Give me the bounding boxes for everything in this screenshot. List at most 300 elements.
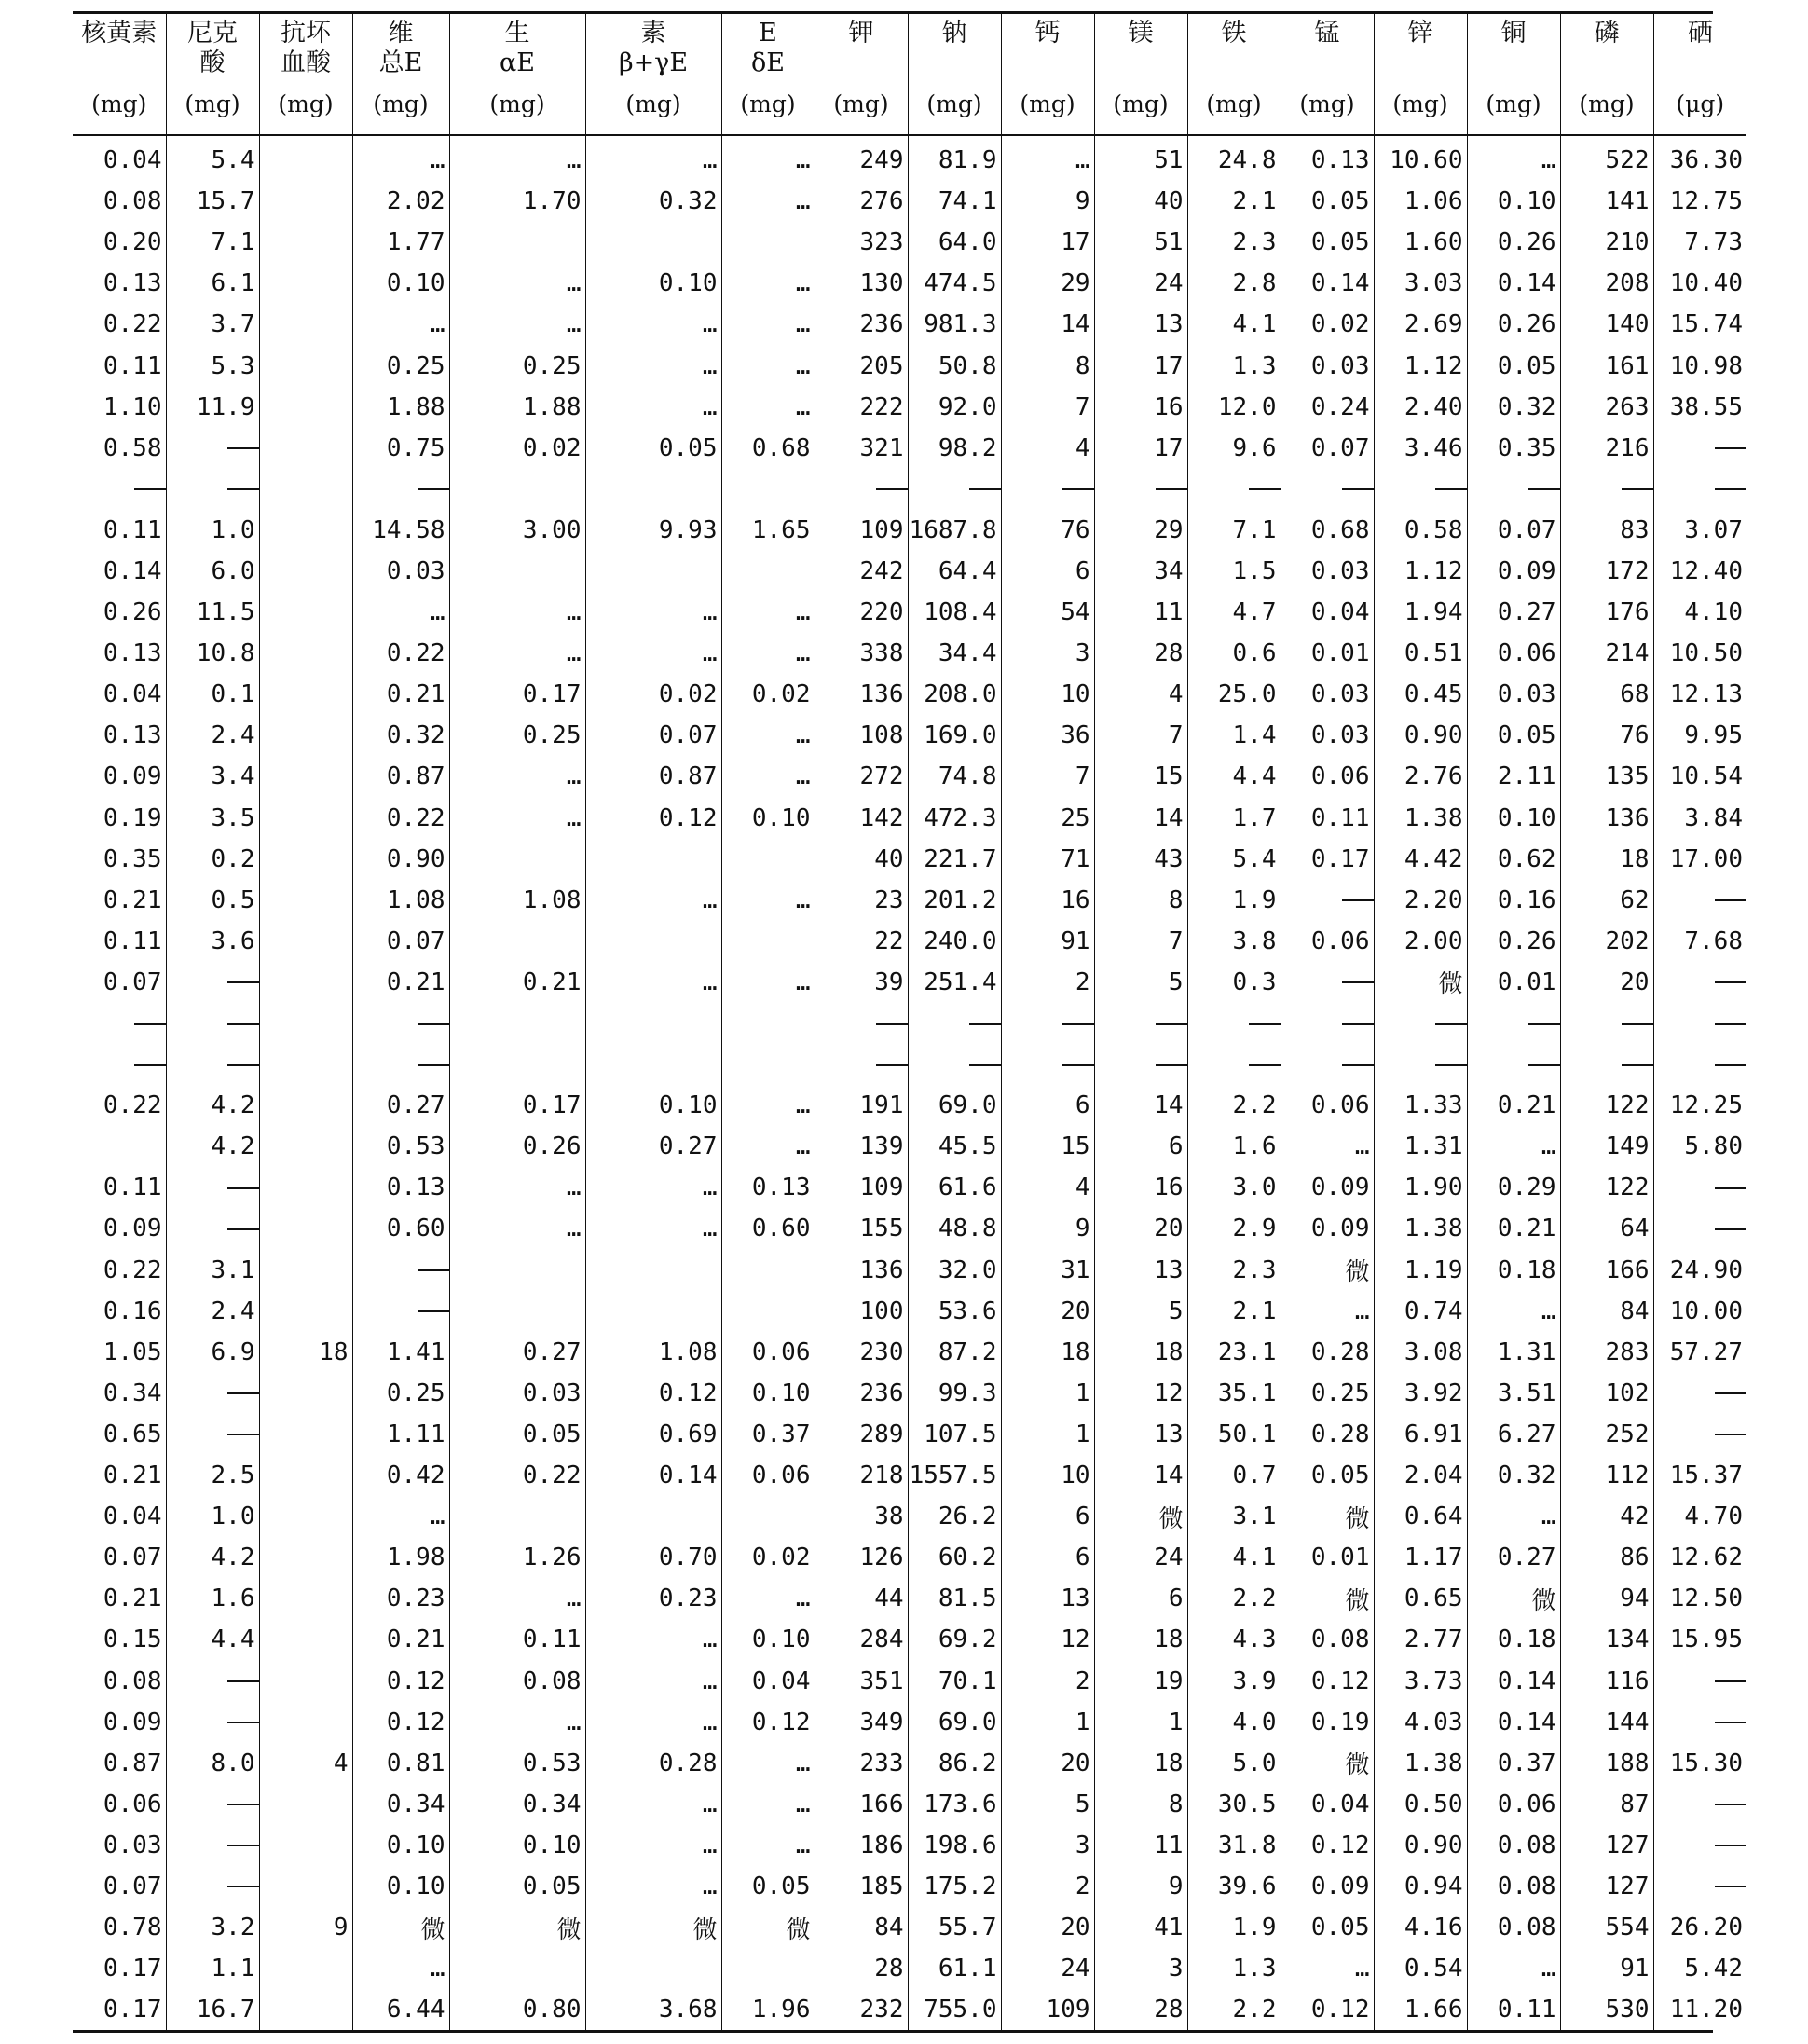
table-cell: 1.19 — [1374, 1250, 1467, 1291]
table-row — [73, 387, 1746, 428]
table-cell: 1.08 — [449, 880, 585, 921]
table-cell: 0.90 — [352, 839, 449, 880]
table-cell: 3.1 — [1187, 1496, 1281, 1537]
table-cell: 69.2 — [908, 1619, 1001, 1660]
table-cell: 109 — [1001, 1989, 1094, 2030]
table-row — [73, 756, 1746, 797]
table-cell: 0.10 — [352, 1825, 449, 1866]
table-cell: 0.32 — [352, 715, 449, 756]
table-cell: 10.60 — [1374, 135, 1467, 181]
dash-mark — [227, 1886, 259, 1887]
table-cell: 0.14 — [1467, 1702, 1560, 1743]
column-label — [1188, 49, 1281, 79]
table-cell: 2.9 — [1187, 1208, 1281, 1249]
column-header — [73, 14, 166, 135]
table-cell — [585, 1044, 721, 1085]
table-cell: 1.11 — [352, 1414, 449, 1455]
table-cell: 41 — [1094, 1907, 1187, 1948]
table-cell: 4.70 — [1684, 1502, 1743, 1531]
table-cell: 74.8 — [908, 756, 1001, 797]
table-cell: 0.45 — [1374, 674, 1467, 715]
table-cell: 5.4 — [166, 135, 259, 181]
table-row — [73, 1825, 1746, 1866]
table-cell — [166, 962, 259, 1003]
table-cell: 7 — [1001, 756, 1094, 797]
table-cell: 2.76 — [1374, 756, 1467, 797]
table-cell — [166, 1208, 259, 1249]
table-row — [73, 1044, 1746, 1085]
dash-mark — [227, 1722, 259, 1723]
table-cell: 4.1 — [1187, 304, 1281, 345]
table-cell: 2.02 — [352, 181, 449, 222]
table-cell — [449, 1003, 585, 1044]
table-cell: 1.90 — [1374, 1167, 1467, 1208]
table-cell: 0.26 — [1467, 222, 1560, 263]
table-cell: 45.5 — [908, 1126, 1001, 1167]
table-cell: … — [721, 1126, 815, 1167]
table-cell — [815, 1003, 908, 1044]
table-cell: 24.90 — [1669, 1255, 1743, 1284]
table-cell: … — [449, 798, 585, 839]
table-cell: 112 — [1560, 1455, 1653, 1496]
column-unit: (mg) — [1486, 90, 1541, 117]
column-label: 铁 — [1221, 19, 1247, 48]
table-cell: 3.08 — [1374, 1332, 1467, 1373]
column-header — [1001, 14, 1094, 135]
table-cell: 2.04 — [1374, 1455, 1467, 1496]
table-cell: 0.5 — [166, 880, 259, 921]
table-cell: 0.17 — [73, 1989, 166, 2030]
table-cell: 284 — [815, 1619, 908, 1660]
table-cell: … — [352, 135, 449, 181]
table-cell: 44 — [815, 1578, 908, 1619]
table-cell: 5.0 — [1187, 1743, 1281, 1784]
column-label: 维 — [388, 19, 414, 48]
table-cell — [1653, 880, 1746, 921]
table-cell: 522 — [1560, 135, 1653, 181]
dash-mark — [227, 1064, 259, 1066]
table-cell — [585, 921, 721, 962]
dash-mark — [418, 488, 449, 490]
column-unit: (mg) — [625, 90, 681, 117]
column-label: 总E — [378, 48, 423, 77]
table-cell: 0.04 — [1281, 1784, 1374, 1825]
table-cell: 0.65 — [73, 1414, 166, 1455]
table-cell — [259, 633, 352, 674]
column-label: αE — [500, 48, 535, 77]
table-cell: 10.50 — [1669, 639, 1743, 668]
table-cell — [259, 263, 352, 304]
table-cell: 0.26 — [1467, 921, 1560, 962]
table-cell: 3.9 — [1187, 1660, 1281, 1701]
table-cell: 22 — [815, 921, 908, 962]
table-cell — [815, 469, 908, 510]
table-cell: 276 — [815, 181, 908, 222]
table-cell: 55.7 — [908, 1907, 1001, 1948]
table-cell: 0.3 — [1187, 962, 1281, 1003]
table-cell: 0.35 — [1467, 428, 1560, 469]
dash-mark — [1715, 1886, 1746, 1887]
table-cell: 0.78 — [73, 1907, 166, 1948]
table-cell: 0.11 — [449, 1619, 585, 1660]
dash-mark — [418, 1310, 449, 1312]
column-header — [1467, 14, 1560, 135]
table-cell: 微 — [1281, 1496, 1374, 1537]
table-cell — [1374, 1003, 1467, 1044]
column-header — [352, 14, 449, 135]
table-row — [73, 1660, 1746, 1701]
table-cell: 0.23 — [352, 1578, 449, 1619]
table-cell: 微 — [1281, 1743, 1374, 1784]
table-cell — [73, 1003, 166, 1044]
table-cell: 141 — [1560, 181, 1653, 222]
column-label — [1561, 49, 1653, 79]
table-cell: 28 — [1094, 633, 1187, 674]
table-cell: 0.54 — [1374, 1948, 1467, 1989]
table-cell — [259, 1537, 352, 1578]
table-cell: 微 — [352, 1907, 449, 1948]
dash-mark — [227, 1680, 259, 1682]
table-cell: 31.8 — [1187, 1825, 1281, 1866]
table-cell: 1.60 — [1374, 222, 1467, 263]
dash-mark — [227, 981, 259, 983]
table-cell: 0.58 — [73, 428, 166, 469]
table-cell: 60.2 — [908, 1537, 1001, 1578]
table-cell: 17.00 — [1669, 844, 1743, 873]
table-cell: 4.0 — [1187, 1702, 1281, 1743]
table-cell: 349 — [815, 1702, 908, 1743]
table-cell — [721, 222, 815, 263]
table-cell: 1.6 — [166, 1578, 259, 1619]
table-cell: 3.07 — [1684, 515, 1743, 544]
table-cell: 4 — [1094, 674, 1187, 715]
table-cell: 0.12 — [1281, 1660, 1374, 1701]
table-cell: 5.42 — [1684, 1955, 1743, 1983]
table-cell: 0.08 — [1467, 1907, 1560, 1948]
table-cell — [259, 1373, 352, 1414]
table-cell: 0.22 — [449, 1455, 585, 1496]
table-cell: 9 — [259, 1907, 352, 1948]
table-cell: 0.21 — [1467, 1208, 1560, 1249]
table-cell: 40 — [1094, 181, 1187, 222]
table-cell: 0.12 — [585, 1373, 721, 1414]
table-row — [73, 1866, 1746, 1907]
table-cell: 23 — [815, 880, 908, 921]
table-cell: 0.24 — [1281, 387, 1374, 428]
table-cell: 2.4 — [166, 1291, 259, 1332]
table-cell: 0.13 — [352, 1167, 449, 1208]
table-cell: 136 — [1560, 798, 1653, 839]
table-cell: 0.11 — [73, 1167, 166, 1208]
table-row — [73, 1948, 1746, 1989]
table-cell: … — [721, 1784, 815, 1825]
table-cell: 81.9 — [908, 135, 1001, 181]
table-cell: 0.10 — [721, 1619, 815, 1660]
table-cell: 15 — [1094, 756, 1187, 797]
table-cell — [585, 1250, 721, 1291]
table-cell: 1.31 — [1467, 1332, 1560, 1373]
table-cell: 0.74 — [1374, 1291, 1467, 1332]
table-cell — [352, 1250, 449, 1291]
table-cell: 3.92 — [1374, 1373, 1467, 1414]
table-cell: 10.98 — [1669, 351, 1743, 380]
table-cell — [1374, 1044, 1467, 1085]
table-row — [73, 839, 1746, 880]
table-cell: 87.2 — [908, 1332, 1001, 1373]
table-cell: 微 — [1281, 1250, 1374, 1291]
table-cell: 20 — [1001, 1291, 1094, 1332]
table-cell: 26.20 — [1669, 1914, 1743, 1942]
table-cell — [352, 1291, 449, 1332]
table-cell: 0.21 — [1467, 1085, 1560, 1126]
table-cell: … — [585, 387, 721, 428]
table-row — [73, 345, 1746, 386]
column-header — [585, 14, 721, 135]
table-cell: 17 — [1001, 222, 1094, 263]
table-cell — [259, 1619, 352, 1660]
table-cell — [1094, 1044, 1187, 1085]
dash-mark — [1435, 488, 1467, 490]
table-cell: 43 — [1094, 839, 1187, 880]
table-cell: 0.02 — [585, 674, 721, 715]
table-cell: 0.6 — [1187, 633, 1281, 674]
column-unit: (mg) — [1206, 90, 1262, 117]
table-cell — [259, 1660, 352, 1701]
table-cell — [1001, 469, 1094, 510]
table-cell: 263 — [1560, 387, 1653, 428]
table-cell: … — [449, 756, 585, 797]
table-cell: 0.06 — [1281, 756, 1374, 797]
table-cell: … — [721, 962, 815, 1003]
column-label: 锰 — [1314, 19, 1340, 48]
table-cell: 0.12 — [585, 798, 721, 839]
table-cell: 0.01 — [1281, 1537, 1374, 1578]
column-label — [1375, 49, 1467, 79]
table-cell: 6 — [1094, 1578, 1187, 1619]
column-label: δE — [751, 48, 785, 77]
table-cell: 61.6 — [908, 1167, 1001, 1208]
table-cell: 0.08 — [73, 181, 166, 222]
table-cell: 0.11 — [73, 345, 166, 386]
table-body — [73, 135, 1746, 2030]
table-cell: 0.11 — [73, 921, 166, 962]
table-cell: 5 — [1001, 1784, 1094, 1825]
dash-mark — [227, 1392, 259, 1394]
table-cell: 0.02 — [449, 428, 585, 469]
table-row — [73, 1167, 1746, 1208]
table-cell: … — [1001, 135, 1094, 181]
table-cell: 0.08 — [449, 1660, 585, 1701]
table-cell: 31 — [1001, 1250, 1094, 1291]
table-cell: 6.1 — [166, 263, 259, 304]
table-cell: 15 — [1001, 1126, 1094, 1167]
column-header — [1374, 14, 1467, 135]
table-cell — [259, 1455, 352, 1496]
table-cell: … — [721, 756, 815, 797]
table-cell: 28 — [1094, 1989, 1187, 2030]
table-cell: 0.17 — [449, 1085, 585, 1126]
table-cell: 0.90 — [1374, 1825, 1467, 1866]
column-label: 硒 — [1687, 19, 1713, 48]
table-cell: 0.1 — [166, 674, 259, 715]
table-cell: 1557.5 — [908, 1455, 1001, 1496]
table-cell: … — [721, 263, 815, 304]
table-cell: 127 — [1560, 1866, 1653, 1907]
table-cell: 0.28 — [1281, 1332, 1374, 1373]
table-cell: 2.4 — [166, 715, 259, 756]
table-cell: 54 — [1001, 592, 1094, 633]
table-cell: 0.03 — [1281, 345, 1374, 386]
table-cell: 3 — [1001, 633, 1094, 674]
table-cell: 0.37 — [1467, 1743, 1560, 1784]
table-cell — [166, 469, 259, 510]
dash-mark — [969, 1064, 1001, 1066]
table-cell: 0.34 — [73, 1373, 166, 1414]
table-cell: 36.30 — [1669, 146, 1743, 175]
dash-mark — [1342, 981, 1374, 983]
table-cell — [259, 1784, 352, 1825]
table-cell: 472.3 — [908, 798, 1001, 839]
table-row — [73, 1291, 1746, 1332]
table-cell: … — [585, 880, 721, 921]
table-cell — [1281, 1003, 1374, 1044]
table-cell: 0.12 — [721, 1702, 815, 1743]
column-label — [1468, 49, 1560, 79]
table-cell: 3.00 — [449, 510, 585, 551]
table-cell: 1.88 — [449, 387, 585, 428]
table-cell: 0.16 — [1467, 880, 1560, 921]
table-cell: 0.22 — [73, 1085, 166, 1126]
table-cell: 0.23 — [585, 1578, 721, 1619]
table-cell: 0.10 — [585, 263, 721, 304]
table-cell: 0.25 — [449, 715, 585, 756]
table-cell: 91 — [1001, 921, 1094, 962]
table-cell — [585, 222, 721, 263]
table-cell: 0.10 — [585, 1085, 721, 1126]
table-cell: 12.62 — [1669, 1543, 1743, 1572]
table-cell: 0.07 — [352, 921, 449, 962]
column-unit: (mg) — [489, 90, 545, 117]
table-cell: 0.06 — [721, 1332, 815, 1373]
table-cell: 6.27 — [1467, 1414, 1560, 1455]
table-cell: 26.2 — [908, 1496, 1001, 1537]
dash-mark — [227, 488, 259, 490]
table-cell: 240.0 — [908, 921, 1001, 962]
table-cell — [1094, 469, 1187, 510]
table-cell: … — [721, 633, 815, 674]
table-cell: 12.25 — [1669, 1091, 1743, 1120]
table-cell: 1.08 — [352, 880, 449, 921]
column-label: 锌 — [1407, 19, 1433, 48]
table-cell: 0.12 — [1281, 1989, 1374, 2030]
table-cell: 0.08 — [1467, 1866, 1560, 1907]
table-cell — [259, 304, 352, 345]
table-cell: 0.03 — [1281, 674, 1374, 715]
table-cell — [1653, 1003, 1746, 1044]
table-cell: 0.05 — [1281, 222, 1374, 263]
table-cell: 9 — [1001, 1208, 1094, 1249]
table-cell: 198.6 — [908, 1825, 1001, 1866]
table-cell: 48.8 — [908, 1208, 1001, 1249]
table-cell: 5.80 — [1684, 1132, 1743, 1161]
table-cell: 1.66 — [1374, 1989, 1467, 2030]
table-cell: 57.27 — [1669, 1338, 1743, 1366]
dash-mark — [969, 1023, 1001, 1025]
table-cell: 173.6 — [908, 1784, 1001, 1825]
dash-mark — [1715, 1722, 1746, 1723]
table-cell: 40 — [815, 839, 908, 880]
table-cell: 1.0 — [166, 510, 259, 551]
table-cell: 0.32 — [1467, 1455, 1560, 1496]
table-cell: 69.0 — [908, 1085, 1001, 1126]
column-label: 钙 — [1034, 19, 1061, 48]
table-cell: 1.5 — [1187, 551, 1281, 592]
table-cell — [1560, 1044, 1653, 1085]
table-row — [73, 715, 1746, 756]
table-cell: … — [585, 135, 721, 181]
table-cell: 微 — [1094, 1496, 1187, 1537]
table-cell: 0.51 — [1374, 633, 1467, 674]
table-cell — [721, 469, 815, 510]
table-cell: 64.0 — [908, 222, 1001, 263]
table-cell: 15.7 — [166, 181, 259, 222]
table-cell: 0.13 — [721, 1167, 815, 1208]
table-cell: 0.05 — [1281, 1455, 1374, 1496]
table-cell: 6.91 — [1374, 1414, 1467, 1455]
table-cell: 51 — [1094, 222, 1187, 263]
table-cell: 232 — [815, 1989, 908, 2030]
table-cell: 140 — [1560, 304, 1653, 345]
table-cell: 6 — [1001, 1085, 1094, 1126]
table-cell: 4.16 — [1374, 1907, 1467, 1948]
table-cell: 554 — [1560, 1907, 1653, 1948]
table-cell: 155 — [815, 1208, 908, 1249]
dash-mark — [1715, 899, 1746, 901]
table-cell — [352, 469, 449, 510]
table-cell: 14 — [1094, 1455, 1187, 1496]
table-cell: 126 — [815, 1537, 908, 1578]
table-cell: 474.5 — [908, 263, 1001, 304]
table-cell — [1374, 469, 1467, 510]
table-cell: 16 — [1094, 387, 1187, 428]
table-cell — [1187, 1044, 1281, 1085]
table-cell: 36 — [1001, 715, 1094, 756]
dash-mark — [227, 447, 259, 449]
table-cell — [259, 674, 352, 715]
table-cell: 272 — [815, 756, 908, 797]
table-cell: 9.93 — [585, 510, 721, 551]
table-cell: 222 — [815, 387, 908, 428]
table-cell: 0.10 — [449, 1825, 585, 1866]
table-cell: 70.1 — [908, 1660, 1001, 1701]
table-cell: … — [721, 592, 815, 633]
dash-mark — [227, 1434, 259, 1435]
table-cell — [352, 1003, 449, 1044]
table-cell — [166, 1044, 259, 1085]
dash-mark — [1622, 1023, 1653, 1025]
table-cell: 7 — [1094, 715, 1187, 756]
table-cell — [259, 756, 352, 797]
table-cell: 39.6 — [1187, 1866, 1281, 1907]
table-cell: 12.75 — [1669, 187, 1743, 216]
table-cell: … — [721, 1085, 815, 1126]
table-cell: 18 — [1094, 1743, 1187, 1784]
dash-mark — [1715, 1680, 1746, 1682]
table-cell: 0.17 — [449, 674, 585, 715]
table-cell: 0.11 — [1281, 798, 1374, 839]
table-cell: 0.12 — [352, 1660, 449, 1701]
table-cell: 122 — [1560, 1085, 1653, 1126]
